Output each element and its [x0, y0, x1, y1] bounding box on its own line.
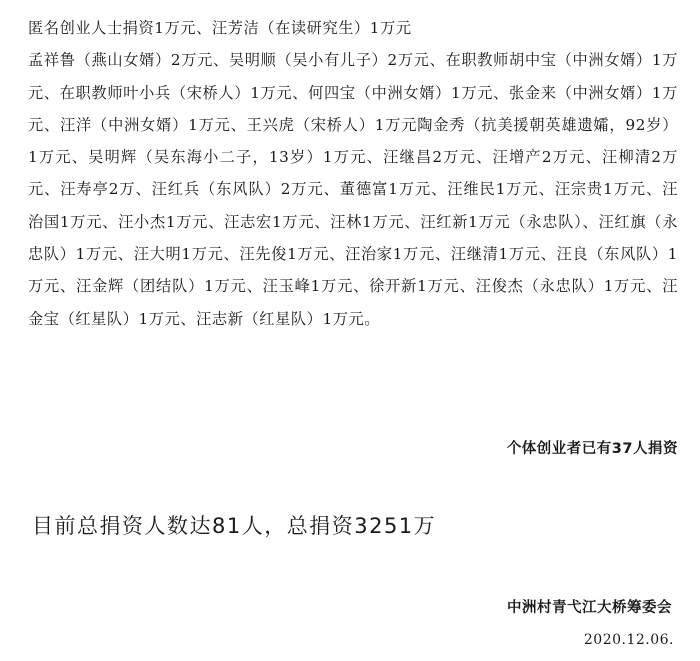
- committee-name: 中洲村青弋江大桥筹委会: [507, 600, 672, 616]
- donor-list-paragraph: 孟祥鲁（燕山女婿）2万元、吴明顺（吴小有儿子）2万元、在职教师胡中宝（中洲女婿）1万元、在职教师叶小兵（宋桥人）1万元、何四宝（中洲女婿）1万元、张金来（中洲女婿）1万元、汪洋（中洲女婿）1万元、王兴虎（宋桥人）1万元陶金秀（抗美援朝英雄遗孀，92岁）1万元、吴明辉（吴东海小二子，13岁）1万元、汪继昌2万元、汪增产2万元、汪柳清2万元、汪寿亭2万、汪红兵（东风队）2万元、董德富1万元、汪维民1万元、汪宗贵1万元、汪治国1万元、汪小杰1万元、汪志宏1万元、汪林1万元、汪红新1万元（永忠队）、汪红旗（永忠队）1万元、汪大明1万元、汪先俊1万元、汪治家1万元、汪继清1万元、汪良（东风队）1万元、汪金辉（团结队）1万元、汪玉峰1万元、徐开新1万元、汪俊杰（永忠队）1万元、汪金宝（红星队）1万元、汪志新（红星队）1万元。: [28, 51, 678, 328]
- notice-date: 2020.12.06.: [583, 632, 674, 648]
- donation-summary: 目前总捐资人数达81人，总捐资3251万: [32, 514, 437, 538]
- donor-list-first-line: 匿名创业人士捐资1万元、汪芳洁（在读研究生）1万元: [28, 19, 412, 37]
- donor-list: [28, 12, 678, 335]
- individual-donor-tally: 个体创业者已有37人捐资: [506, 441, 678, 457]
